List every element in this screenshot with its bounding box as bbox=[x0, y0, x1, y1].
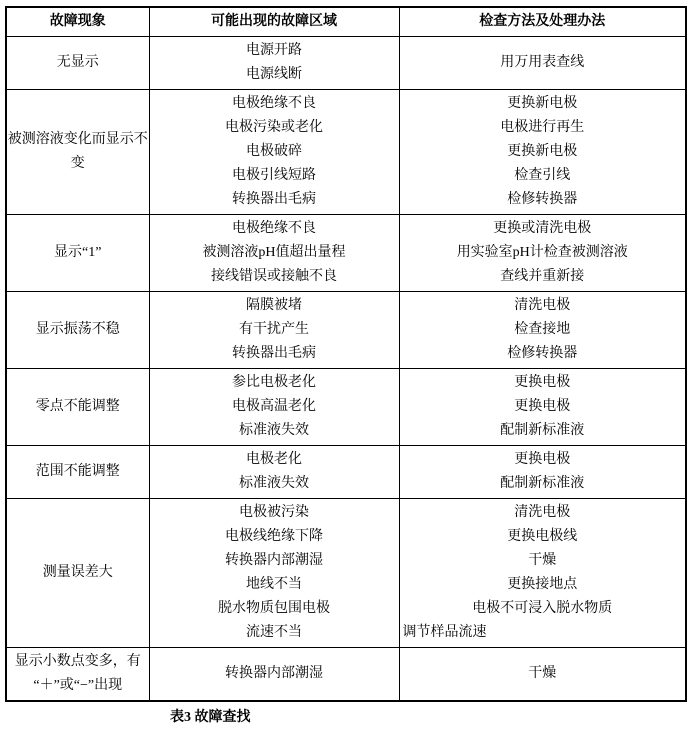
cell-line: 零点不能调整 bbox=[35, 399, 120, 414]
cell-line: 参比电极老化 bbox=[232, 375, 316, 390]
cell-line: 电极污染或老化 bbox=[225, 120, 323, 135]
cell-line: 检修转换器 bbox=[507, 192, 578, 207]
check-method-cell bbox=[399, 292, 686, 369]
cell-line: 电极被污染 bbox=[239, 505, 309, 520]
cell-line: 电极老化 bbox=[246, 452, 302, 467]
header-row bbox=[6, 7, 686, 37]
cell-line: 转换器内部潮湿 bbox=[225, 666, 323, 681]
cell-line: 标准液失效 bbox=[239, 476, 309, 491]
header-check-method: 检查方法及处理办法 bbox=[399, 7, 686, 37]
cell-line: 检修转换器 bbox=[507, 346, 578, 361]
table-row bbox=[6, 37, 686, 90]
cell-line: 更换电极 bbox=[514, 452, 571, 467]
cell-line: 显示小数点变多，有 bbox=[14, 654, 141, 669]
cell-line: 转换器内部潮湿 bbox=[225, 553, 323, 568]
cell-line: 隔膜被堵 bbox=[246, 298, 302, 313]
table-row bbox=[6, 369, 686, 446]
check-method-cell bbox=[399, 648, 686, 702]
cell-line: 用万用表查线 bbox=[500, 55, 585, 70]
cell-line: 电源线断 bbox=[246, 67, 302, 82]
cell-line: 更换接地点 bbox=[507, 577, 578, 592]
cell-line: 电极绝缘不良 bbox=[232, 96, 316, 111]
table-row bbox=[6, 446, 686, 499]
cell-line: 电极进行再生 bbox=[500, 120, 585, 135]
cell-line: 有干扰产生 bbox=[239, 322, 309, 337]
table-header bbox=[6, 7, 686, 37]
table-caption: 表3 故障查找 bbox=[170, 710, 251, 725]
cell-line: 转换器出毛病 bbox=[232, 192, 316, 207]
fault-phenomenon-cell bbox=[6, 369, 149, 446]
fault-area-cell bbox=[149, 215, 399, 292]
cell-line: 更换新电极 bbox=[507, 96, 578, 111]
fault-phenomenon-cell bbox=[6, 90, 149, 215]
cell-line: 地线不当 bbox=[246, 577, 302, 592]
cell-line: 被测溶液pH值超出量程 bbox=[202, 245, 346, 260]
fault-area-cell bbox=[149, 369, 399, 446]
check-method-cell bbox=[399, 446, 686, 499]
cell-line: 查线并重新接 bbox=[500, 269, 585, 284]
cell-line: 显示“1” bbox=[54, 245, 102, 260]
header-fault-phenomenon: 故障现象 bbox=[6, 7, 149, 37]
cell-line: 清洗电极 bbox=[514, 505, 571, 520]
cell-line: 更换电极线 bbox=[507, 529, 578, 544]
fault-phenomenon-cell bbox=[6, 215, 149, 292]
fault-area-cell bbox=[149, 648, 399, 702]
check-method-cell bbox=[399, 90, 686, 215]
table-row bbox=[6, 215, 686, 292]
cell-line: 测量误差大 bbox=[42, 565, 113, 580]
cell-line: 变 bbox=[70, 156, 85, 171]
cell-line: 电极破碎 bbox=[246, 144, 302, 159]
check-method-cell bbox=[399, 499, 686, 648]
cell-line: 无显示 bbox=[56, 55, 99, 70]
cell-line: 电源开路 bbox=[246, 43, 302, 58]
table-row bbox=[6, 648, 686, 702]
cell-line: 脱水物质包围电极 bbox=[218, 601, 330, 616]
fault-phenomenon-cell bbox=[6, 292, 149, 369]
cell-line: 电极绝缘不良 bbox=[232, 221, 316, 236]
cell-line: 更换电极 bbox=[514, 375, 571, 390]
fault-phenomenon-cell bbox=[6, 499, 149, 648]
check-method-cell bbox=[399, 37, 686, 90]
cell-line: 接线错误或接触不良 bbox=[211, 269, 337, 284]
fault-area-cell bbox=[149, 90, 399, 215]
fault-area-cell bbox=[149, 499, 399, 648]
table-row bbox=[6, 499, 686, 648]
cell-line: 干燥 bbox=[528, 553, 557, 568]
fault-area-cell bbox=[149, 292, 399, 369]
cell-line: 用实验室pH计检查被测溶液 bbox=[456, 245, 628, 260]
cell-line: 转换器出毛病 bbox=[232, 346, 316, 361]
check-method-cell bbox=[399, 215, 686, 292]
table-row bbox=[6, 90, 686, 215]
header-possible-fault-area: 可能出现的故障区域 bbox=[149, 7, 399, 37]
fault-troubleshooting-table bbox=[5, 6, 687, 702]
cell-line: 更换电极 bbox=[514, 399, 571, 414]
cell-line: 标准液失效 bbox=[239, 423, 309, 438]
cell-line: 配制新标准液 bbox=[500, 476, 585, 491]
cell-line: 范围不能调整 bbox=[35, 464, 120, 479]
cell-line: 电极不可浸入脱水物质 bbox=[472, 601, 613, 616]
table-body bbox=[6, 37, 686, 702]
cell-line: 检查接地 bbox=[514, 322, 571, 337]
cell-line: 电极高温老化 bbox=[232, 399, 316, 414]
cell-line: 被测溶液变化而显示不 bbox=[7, 132, 148, 147]
fault-phenomenon-cell bbox=[6, 648, 149, 702]
cell-line: 更换新电极 bbox=[507, 144, 578, 159]
cell-line: 流速不当 bbox=[246, 625, 302, 640]
cell-line: 干燥 bbox=[528, 666, 557, 681]
cell-line: 调节样品流速 bbox=[402, 625, 487, 640]
fault-phenomenon-cell bbox=[6, 37, 149, 90]
cell-line: 电极线绝缘下降 bbox=[225, 529, 323, 544]
cell-line: 配制新标准液 bbox=[500, 423, 585, 438]
cell-line: 清洗电极 bbox=[514, 298, 571, 313]
table-row bbox=[6, 292, 686, 369]
cell-line: 显示振荡不稳 bbox=[35, 322, 120, 337]
cell-line: “＋”或“−”出现 bbox=[33, 678, 123, 693]
cell-line: 检查引线 bbox=[514, 168, 571, 183]
cell-line: 电极引线短路 bbox=[232, 168, 316, 183]
fault-area-cell bbox=[149, 446, 399, 499]
check-method-cell bbox=[399, 369, 686, 446]
fault-phenomenon-cell bbox=[6, 446, 149, 499]
fault-area-cell bbox=[149, 37, 399, 90]
cell-line: 更换或清洗电极 bbox=[493, 221, 592, 236]
